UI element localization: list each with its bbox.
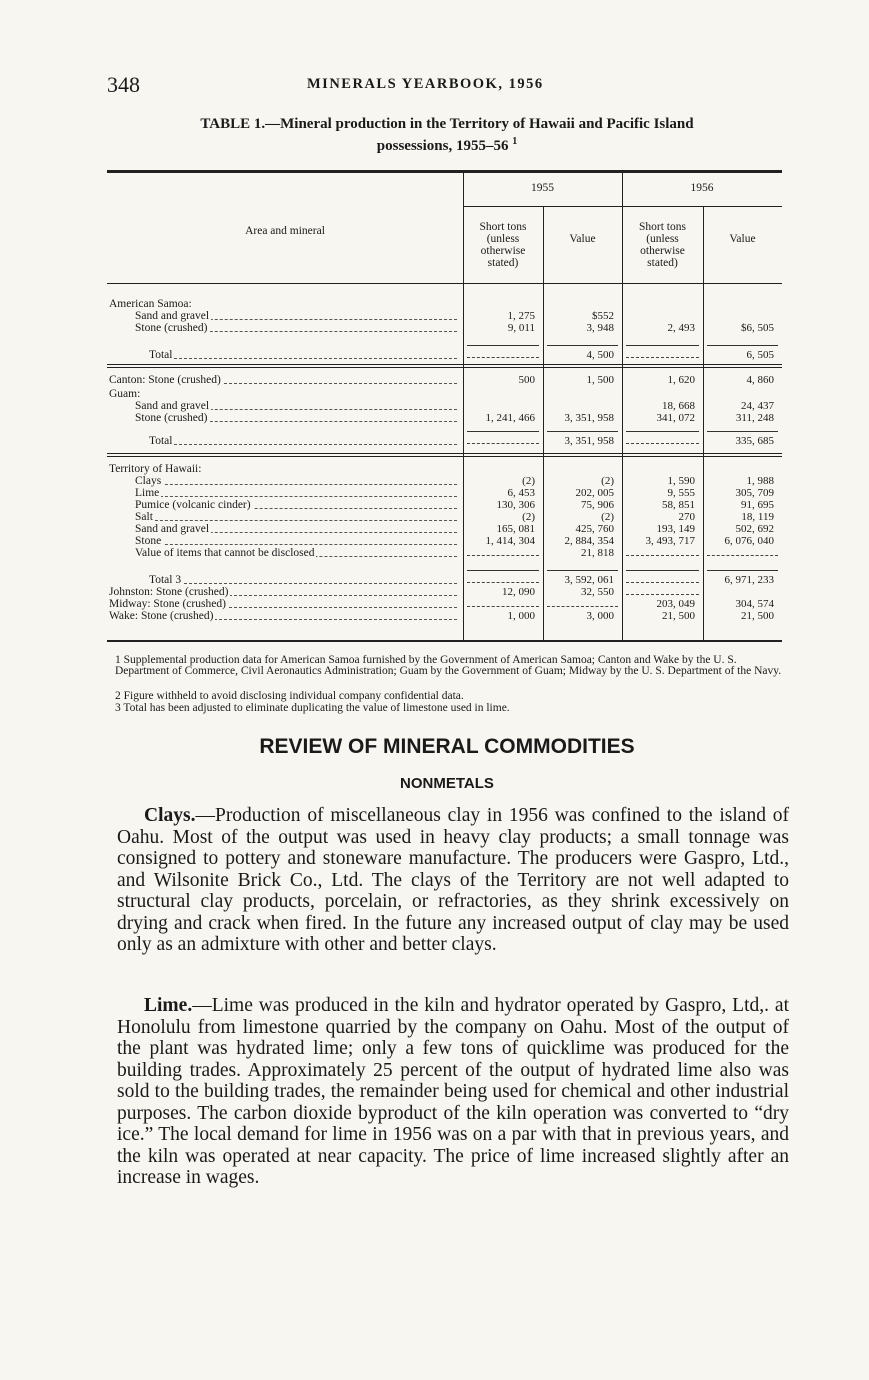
col-header-value-1955: Value	[569, 233, 596, 245]
col-header-1955: 1955	[531, 182, 554, 194]
short-tons-line: Short tons	[639, 221, 686, 233]
table-cell: 202, 005	[575, 487, 614, 499]
table-cell: 1, 620	[667, 374, 695, 386]
table-cell: 502, 692	[735, 523, 774, 535]
subtotal-rule	[707, 570, 778, 571]
subtotal-rule	[547, 345, 618, 346]
table-title-footnote-ref: 1	[512, 136, 518, 147]
row-label-text: Sand and gravel	[135, 523, 210, 535]
table-row-label	[109, 598, 457, 610]
table-cell: (2)	[522, 511, 535, 523]
table-row-label	[149, 349, 457, 361]
subtotal-rule	[547, 570, 618, 571]
table-cell: (2)	[522, 475, 535, 487]
subtotal-rule	[626, 431, 699, 432]
table-cell: 3, 000	[586, 610, 614, 622]
page-header	[107, 72, 792, 100]
footnote-2: 2 Figure withheld to avoid disclosing individual company confidential data.	[115, 690, 464, 702]
row-label-text: Salt	[135, 511, 153, 523]
table-row-label	[135, 322, 457, 334]
table-cell: 24, 437	[741, 400, 774, 412]
table-cell: 32, 550	[581, 586, 614, 598]
short-tons-line: (unless	[646, 233, 679, 245]
section-title: REVIEW OF MINERAL COMMODITIES	[259, 735, 635, 758]
empty-cell-dash	[467, 443, 539, 444]
table-cell: 21, 500	[662, 610, 695, 622]
table-cell: 4, 860	[746, 374, 774, 386]
row-label-text: Stone	[135, 535, 162, 547]
table-cell: $552	[592, 310, 614, 322]
page-number: 348	[107, 72, 140, 97]
table-row-label	[109, 463, 457, 475]
empty-cell-dash	[626, 443, 699, 444]
table-cell: 2, 493	[667, 322, 695, 334]
subtotal-rule	[467, 345, 539, 346]
col-header-short-tons-1956	[622, 221, 703, 269]
table-cell: 1, 988	[746, 475, 774, 487]
subtotal-rule	[707, 345, 778, 346]
table-cell: 6, 505	[746, 349, 774, 361]
row-label-text: Stone (crushed)	[135, 322, 208, 334]
table-cell: 311, 248	[735, 412, 774, 424]
subtotal-rule	[626, 345, 699, 346]
table-row-label	[135, 412, 457, 424]
row-label-text: American Samoa:	[109, 298, 192, 310]
table-cell: 1, 500	[586, 374, 614, 386]
table-cell: 193, 149	[656, 523, 695, 535]
subtotal-rule	[467, 431, 539, 432]
empty-cell-dash	[467, 555, 539, 556]
table-row-label	[109, 374, 457, 386]
subsection-title: NONMETALS	[400, 775, 494, 792]
row-label-text: Total 3	[149, 574, 182, 586]
table-cell: 58, 851	[662, 499, 695, 511]
table-cell: 12, 090	[502, 586, 535, 598]
short-tons-line: otherwise	[640, 245, 685, 257]
table-row-label	[135, 511, 457, 523]
header-bottom-rule	[107, 283, 782, 284]
table-row-label	[109, 388, 457, 400]
short-tons-line: (unless	[486, 233, 520, 245]
table-cell: 3, 592, 061	[564, 574, 614, 586]
row-label-text: Lime	[135, 487, 160, 499]
col-header-area: Area and mineral	[245, 225, 325, 237]
table-cell: 270	[678, 511, 695, 523]
row-label-text: Sand and gravel	[135, 400, 210, 412]
clays-text: —Production of miscellaneous clay in 1956 was confined to the island of Oahu. Most of the output was used in heavy clay products; a small tonnage was consigned to pottery and stoneware manufacture. The producers were Gaspro, Ltd., and Wilsonite Brick Co., Ltd. The clays of the Territory are not well adapted to structural clay products, porcelain, or refractories, as they shrink excessively on drying and crack when fired. In the future any increased output of clay may be used only as an admixture with other and better clays.	[117, 805, 789, 955]
row-label-text: Value of items that cannot be disclosed	[135, 547, 315, 559]
table-cell: 304, 574	[735, 598, 774, 610]
row-label-text: Guam:	[109, 388, 141, 400]
row-label-text: Clays	[135, 475, 162, 487]
year-rule	[463, 206, 782, 207]
short-tons-line: stated)	[647, 257, 678, 269]
empty-cell-dash	[626, 582, 699, 583]
mineral-production-table	[107, 170, 782, 642]
table-cell: 4, 500	[586, 349, 614, 361]
empty-cell-dash	[467, 606, 539, 607]
footnote-1: 1 Supplemental production data for American Samoa furnished by the Government of American Samoa; Canton and Wake by the U. S. Department of Commerce, Civil Aeronautics Administration; Guam by the Government of Guam; Midway by the U. S. Department of the Navy.	[115, 654, 782, 677]
table-row-label	[135, 535, 457, 547]
group-rule	[107, 453, 782, 454]
table-cell: 21, 818	[581, 547, 614, 559]
table-cell: 1, 241, 466	[485, 412, 535, 424]
empty-cell-dash	[547, 606, 618, 607]
table-cell: 18, 668	[662, 400, 695, 412]
row-label-text: Pumice (volcanic cinder)	[135, 499, 251, 511]
row-label-text: Total	[149, 349, 173, 361]
table-cell: 425, 760	[575, 523, 614, 535]
row-label-text: Sand and gravel	[135, 310, 210, 322]
short-tons-line: stated)	[487, 257, 519, 269]
empty-cell-dash	[467, 357, 539, 358]
table-row-label	[109, 610, 457, 622]
table-cell: 9, 555	[667, 487, 695, 499]
table-cell: 75, 906	[581, 499, 614, 511]
table-row-label	[109, 298, 457, 310]
row-label-text: Canton: Stone (crushed)	[109, 374, 221, 386]
table-title	[107, 116, 787, 155]
row-label-text: Total	[149, 435, 173, 447]
subtotal-rule	[707, 431, 778, 432]
empty-cell-dash	[626, 357, 699, 358]
lime-lead: Lime.	[144, 995, 193, 1016]
table-cell: 1, 275	[507, 310, 535, 322]
table-title-line1: TABLE 1.—Mineral production in the Territory of Hawaii and Pacific Island	[200, 116, 694, 132]
table-cell: 305, 709	[735, 487, 774, 499]
table-cell: 203, 049	[656, 598, 695, 610]
table-cell: 6, 971, 233	[724, 574, 774, 586]
table-cell: $6, 505	[741, 322, 774, 334]
table-cell: 21, 500	[741, 610, 774, 622]
table-top-rule	[107, 170, 782, 173]
table-row-label	[149, 435, 457, 447]
row-label-text: Stone (crushed)	[135, 412, 208, 424]
footnote-3: 3 Total has been adjusted to eliminate duplicating the value of limestone used in lime.	[115, 702, 510, 714]
table-row-label	[135, 475, 457, 487]
empty-cell-dash	[626, 555, 699, 556]
clays-lead: Clays.	[144, 805, 196, 826]
table-cell: 3, 493, 717	[645, 535, 695, 547]
table-row-label	[135, 523, 457, 535]
table-title-line2: possessions, 1955–56	[376, 138, 509, 154]
table-cell: (2)	[601, 475, 614, 487]
table-cell: 2, 884, 354	[564, 535, 614, 547]
col-header-1956: 1956	[690, 182, 714, 194]
subtotal-rule	[467, 570, 539, 571]
table-cell: 6, 076, 040	[724, 535, 774, 547]
short-tons-line: Short tons	[479, 221, 527, 233]
table-cell: (2)	[601, 511, 614, 523]
lime-text: —Lime was produced in the kiln and hydrator operated by Gaspro, Ltd,. at Honolulu from limestone quarried by the company on Oahu. Most of the output of the plant was hydrated lime; only a few tons of quicklime was produced for the building trades. Approximately 25 percent of the output of hydrated lime also was sold to the building trades, the remainder being used for chemical and other industrial purposes. The carbon dioxide byproduct of the kiln operation was converted to “dry ice.” The local demand for lime in 1956 was on a par with that in previous years, and the kiln was operated at near capacity. The price of lime increased slightly after an increase in wages.	[117, 995, 789, 1188]
table-cell: 335, 685	[735, 435, 774, 447]
table-cell: 341, 072	[656, 412, 695, 424]
table-row-label	[135, 499, 457, 511]
subtotal-rule	[547, 431, 618, 432]
table-cell: 6, 453	[507, 487, 535, 499]
table-cell: 1, 000	[507, 610, 535, 622]
running-title: MINERALS YEARBOOK, 1956	[307, 76, 544, 92]
table-cell: 91, 695	[741, 499, 774, 511]
table-row-label	[135, 310, 457, 322]
table-cell: 18, 119	[741, 511, 774, 523]
group-rule	[107, 367, 782, 368]
row-label-text: Wake: Stone (crushed)	[109, 610, 214, 622]
table-row-label	[135, 487, 457, 499]
group-rule	[107, 364, 782, 365]
table-row-label	[135, 547, 457, 559]
table-cell: 1, 590	[667, 475, 695, 487]
table-cell: 130, 306	[496, 499, 535, 511]
table-cell: 1, 414, 304	[485, 535, 535, 547]
table-bottom-rule	[107, 640, 782, 642]
lime-paragraph	[117, 995, 789, 1189]
subtotal-rule	[626, 570, 699, 571]
col-header-value-1956: Value	[729, 233, 756, 245]
empty-cell-dash	[626, 594, 699, 595]
empty-cell-dash	[707, 555, 778, 556]
table-row-label	[135, 400, 457, 412]
table-cell: 3, 351, 958	[564, 435, 614, 447]
row-label-text: Johnston: Stone (crushed)	[109, 586, 229, 598]
row-label-text: Midway: Stone (crushed)	[109, 598, 226, 610]
table-cell: 9, 011	[507, 322, 535, 334]
table-row-label	[149, 574, 457, 586]
group-rule	[107, 456, 782, 457]
table-cell: 3, 351, 958	[564, 412, 614, 424]
table-row-label	[109, 586, 457, 598]
table-cell: 165, 081	[496, 523, 535, 535]
col-header-short-tons-1955	[463, 221, 543, 269]
short-tons-line: otherwise	[480, 245, 526, 257]
clays-paragraph	[117, 805, 789, 956]
table-cell: 3, 948	[586, 322, 614, 334]
row-label-text: Territory of Hawaii:	[109, 463, 202, 475]
empty-cell-dash	[467, 582, 539, 583]
table-cell: 500	[518, 374, 535, 386]
